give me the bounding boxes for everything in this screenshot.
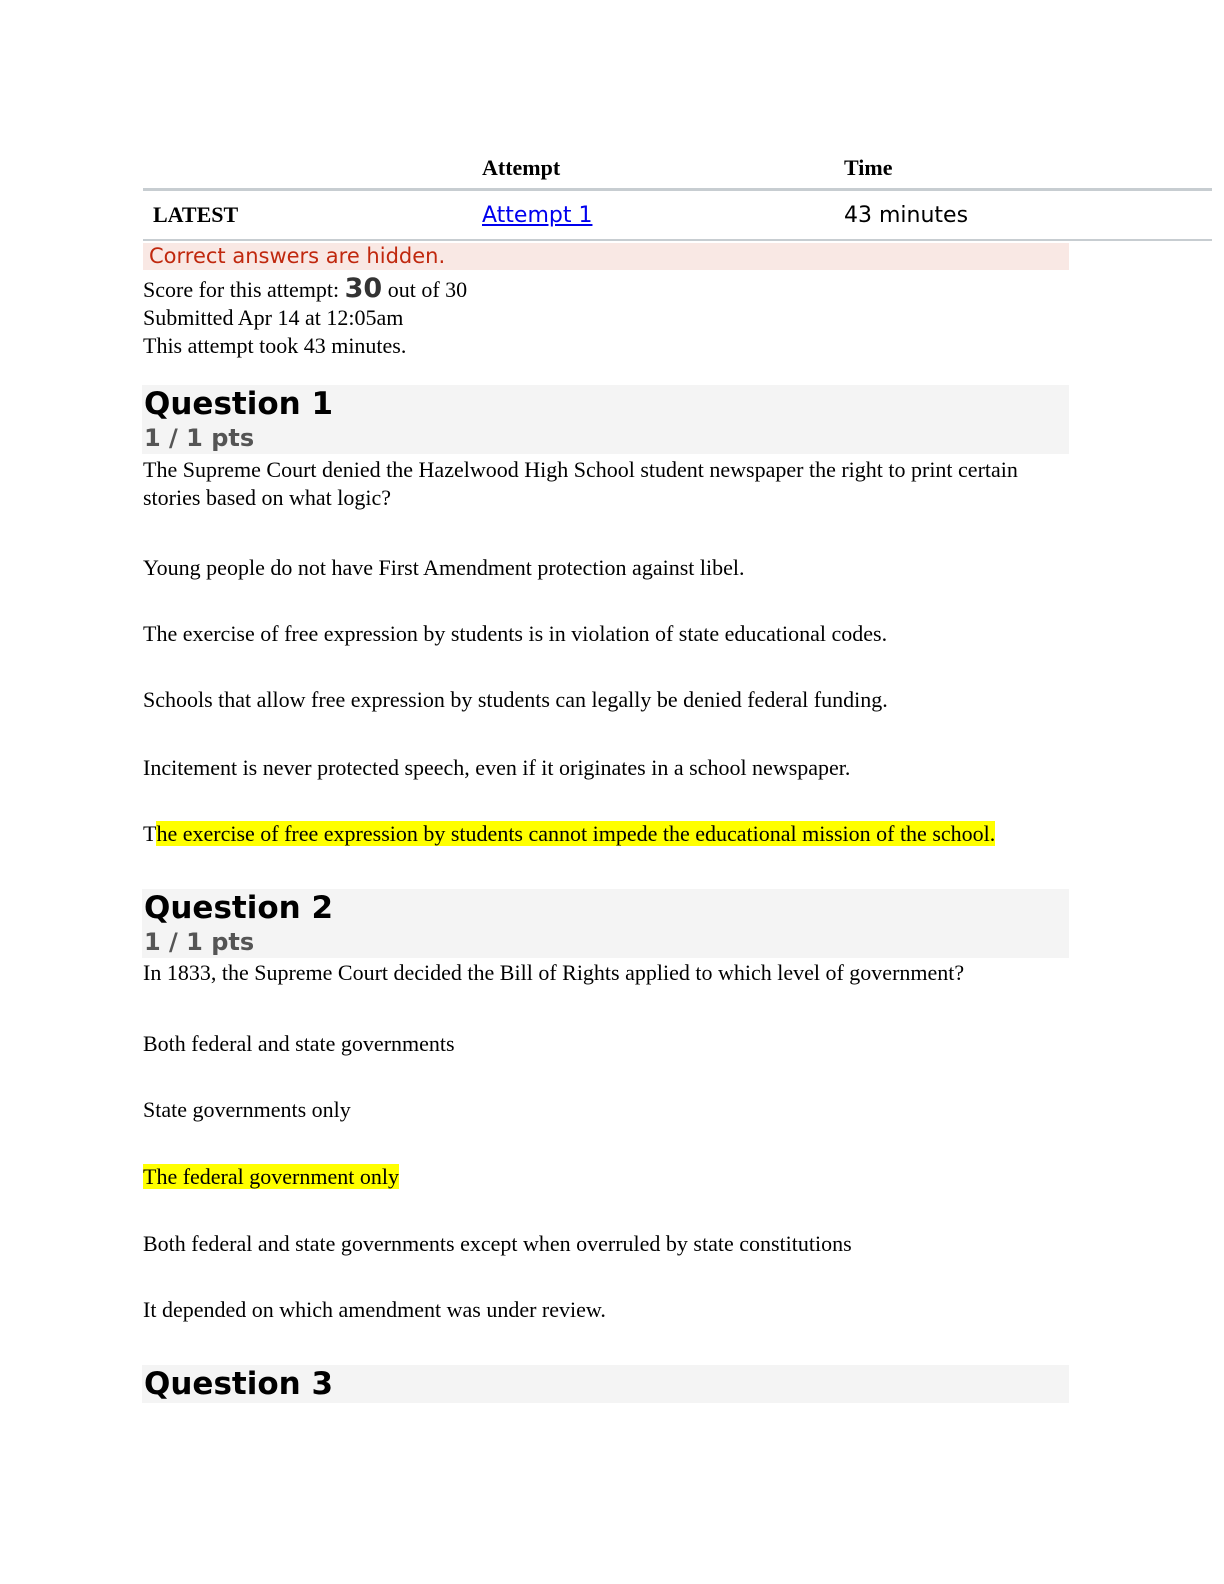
time-cell — [844, 190, 1212, 241]
time-value: 43 minutes — [844, 202, 969, 228]
question-2-answer-5: It depended on which amendment was under review. — [143, 1297, 606, 1322]
question-3-title: Question 3 — [144, 1366, 334, 1402]
question-1-text: The Supreme Court denied the Hazelwood High School student newspaper the right to print certain stories based on what logic? — [143, 457, 1018, 510]
question-1-title: Question 1 — [144, 386, 334, 422]
score-value: 30 — [344, 273, 383, 304]
question-1-answer-5 — [143, 820, 995, 848]
attempt-cell — [482, 190, 844, 241]
question-2-header — [142, 889, 1069, 958]
question-1-answer-3: Schools that allow free expression by students can legally be denied federal funding. — [143, 687, 888, 712]
duration-line: This attempt took 43 minutes. — [143, 333, 407, 358]
latest-label: LATEST — [143, 190, 482, 241]
question-2-title: Question 2 — [144, 890, 334, 926]
answer-first-letter: T — [143, 821, 157, 846]
question-2-answer-2: State governments only — [143, 1097, 351, 1122]
question-2-answer-3 — [143, 1163, 399, 1191]
question-2-text: In 1833, the Supreme Court decided the Bill of Rights applied to which level of government? — [143, 960, 965, 985]
submitted-line: Submitted Apr 14 at 12:05am — [143, 305, 404, 330]
question-1-answer-2: The exercise of free expression by students is in violation of state educational codes. — [143, 621, 888, 646]
highlighted-answer: he exercise of free expression by students cannot impede the educational mission of the school. — [156, 821, 996, 846]
header-attempt: Attempt — [482, 148, 844, 190]
answers-hidden-notice: Correct answers are hidden. — [143, 243, 1069, 270]
question-1-points: 1 / 1 pts — [144, 424, 255, 452]
question-3-header — [142, 1365, 1069, 1403]
question-2-answer-4: Both federal and state governments except when overruled by state constitutions — [143, 1231, 852, 1256]
highlighted-answer: The federal government only — [143, 1164, 399, 1189]
header-time: Time — [844, 148, 1212, 190]
question-1-answer-1: Young people do not have First Amendment protection against libel. — [143, 555, 745, 580]
question-1-answer-4: Incitement is never protected speech, even if it originates in a school newspaper. — [143, 755, 851, 780]
attempt-table — [143, 148, 1212, 241]
question-2-points: 1 / 1 pts — [144, 928, 255, 956]
attempt-link[interactable]: Attempt 1 — [482, 202, 593, 228]
score-suffix: out of 30 — [382, 277, 468, 302]
attempt-table-header — [143, 148, 1212, 190]
header-blank — [143, 148, 482, 190]
question-1-header — [142, 385, 1069, 454]
score-line — [143, 275, 467, 304]
question-2-answer-1: Both federal and state governments — [143, 1031, 455, 1056]
score-prefix: Score for this attempt: — [143, 277, 345, 302]
table-row — [143, 190, 1212, 241]
score-block — [143, 275, 467, 360]
